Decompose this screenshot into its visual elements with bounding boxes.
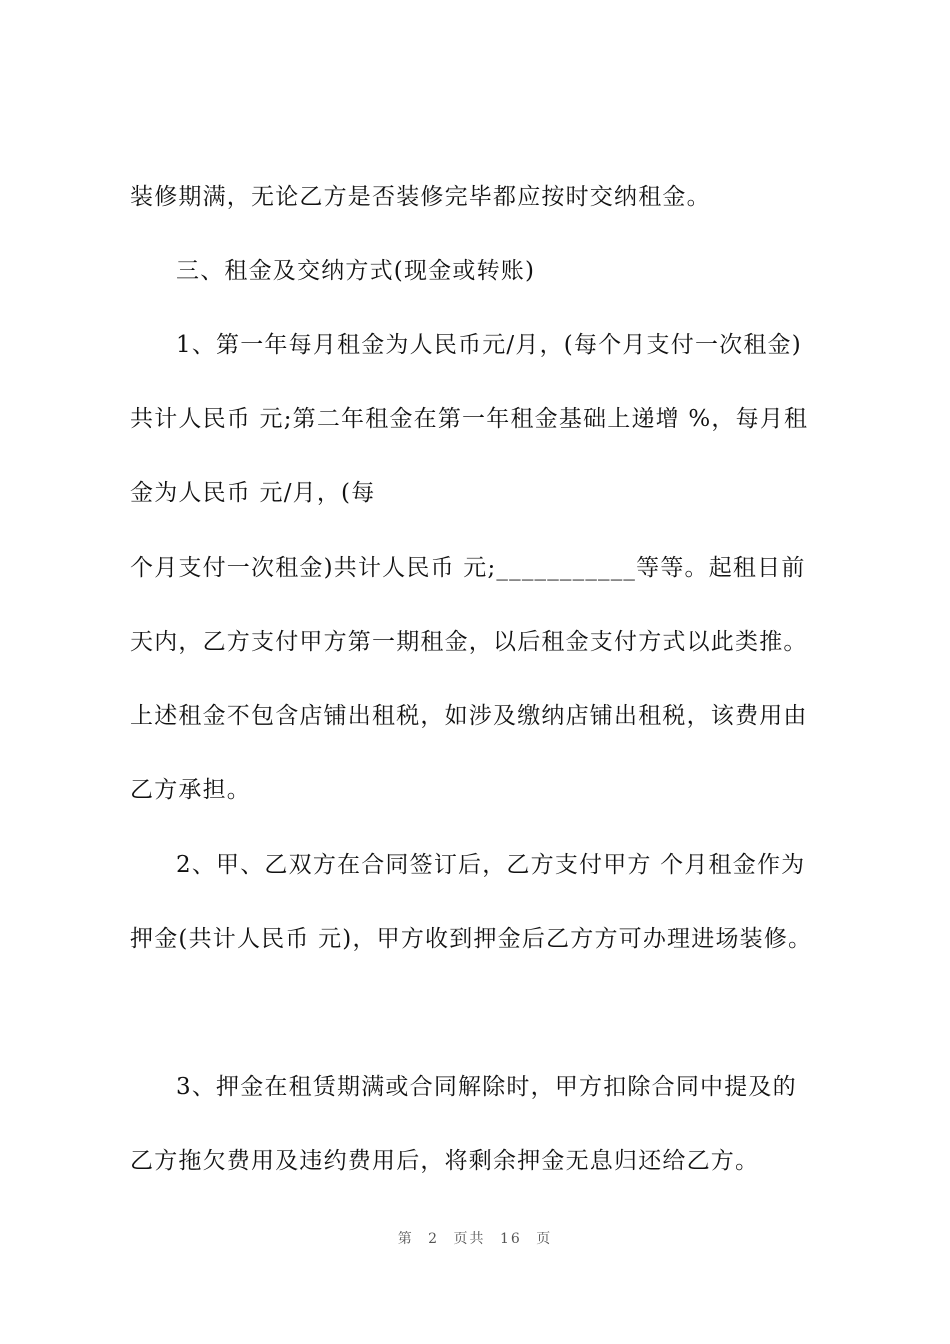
clause-1-line-3: 金为人民币 元/月，(每 <box>130 480 376 506</box>
clause-1-line-5: 天内，乙方支付甲方第一期租金，以后租金支付方式以此类推。 <box>130 629 808 655</box>
clause-2-line-2: 押金(共计人民币 元)，甲方收到押金后乙方方可办理进场装修。 <box>130 926 813 952</box>
clause-1-line-2: 共计人民币 元;第二年租金在第一年租金基础上递增 %，每月租 <box>130 406 809 432</box>
clause-1-line-4: 个月支付一次租金)共计人民币 元;___________等等。起租日前 <box>130 555 806 581</box>
clause-1-line-1: 1、第一年每月租金为人民币元/月，(每个月支付一次租金) <box>176 332 802 358</box>
section-heading-rent: 三、租金及交纳方式(现金或转账) <box>176 258 536 284</box>
clause-3-line-2: 乙方拖欠费用及违约费用后，将剩余押金无息归还给乙方。 <box>130 1148 760 1174</box>
page-number-footer: 第 2 页共 16 页 <box>397 1231 553 1247</box>
clause-3-line-1: 3、押金在租赁期满或合同解除时，甲方扣除合同中提及的 <box>176 1074 797 1100</box>
clause-1-line-6: 上述租金不包含店铺出租税，如涉及缴纳店铺出租税，该费用由 <box>130 703 808 729</box>
paragraph-line-1: 装修期满，无论乙方是否装修完毕都应按时交纳租金。 <box>130 184 711 210</box>
clause-2-line-1: 2、甲、乙双方在合同签订后，乙方支付甲方 个月租金作为 <box>176 852 806 878</box>
clause-1-line-7: 乙方承担。 <box>130 777 251 803</box>
